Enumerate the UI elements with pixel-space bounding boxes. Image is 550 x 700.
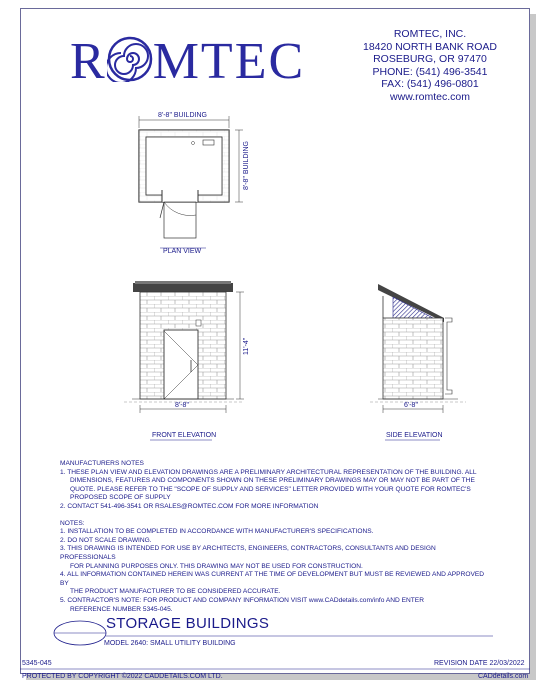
- caddetails-link[interactable]: CADdetails.com: [478, 673, 529, 680]
- note-line: FOR PLANNING PURPOSES ONLY. THIS DRAWING MAY NOT BE USED FOR CONSTRUCTION.: [70, 562, 363, 570]
- revision-date: REVISION DATE 22/03/2022: [434, 660, 525, 667]
- plan-dim-side: 8'-8" BUILDING: [243, 141, 250, 190]
- note-line: 5. CONTRACTOR'S NOTE: FOR PRODUCT AND COMPANY INFORMATION VISIT www.CADdetails.com/info AND ENTER: [60, 596, 424, 604]
- note-line: 2. DO NOT SCALE DRAWING.: [60, 536, 152, 544]
- mfr-note-line: DIMENSIONS, FEATURES AND COMPONENTS SHOWN ON THESE PRELIMINARY DRAWINGS MAY OR MAY NOT BE PART OF THE: [70, 477, 475, 485]
- note-line: REFERENCE NUMBER 5345-045.: [70, 605, 173, 613]
- logo-text-left: R: [70, 33, 107, 90]
- side-elevation: [370, 284, 466, 440]
- mfr-note-line: 2. CONTACT 541-496-3541 OR RSALES@ROMTEC.COM FOR MORE INFORMATION: [60, 502, 319, 510]
- company-name: ROMTEC, INC.: [393, 28, 467, 40]
- copyright-notice: PROTECTED BY COPYRIGHT ©2022 CADDETAILS.COM LTD.: [22, 673, 223, 680]
- company-city: ROSEBURG, OR 97470: [373, 53, 487, 65]
- plan-view-caption: PLAN VIEW: [163, 248, 202, 255]
- note-line: 3. THIS DRAWING IS INTENDED FOR USE BY ARCHITECTS, ENGINEERS, CONTRACTORS, CONSULTANTS AND DESIGN PROFESSIONALS: [60, 545, 436, 561]
- company-fax: FAX: (541) 496-0801: [381, 78, 479, 90]
- note-line: 4. ALL INFORMATION CONTAINED HEREIN WAS CURRENT AT THE TIME OF DEVELOPMENT BUT MUST BE REVIEWED AND APPROVED BY: [60, 571, 485, 587]
- reference-number: 5345-045: [22, 660, 52, 667]
- plan-dim-top: 8'-8" BUILDING: [158, 112, 207, 119]
- mfr-note-line: QUOTE. PLEASE REFER TO THE "SCOPE OF SUPPLY AND SERVICES" LETTER PROVIDED WITH YOUR QUOTE FOR ROMTEC'S: [70, 485, 471, 493]
- side-elevation-caption: SIDE ELEVATION: [386, 432, 443, 439]
- note-line: THE PRODUCT MANUFACTURER TO BE CONSIDERED ACCURATE.: [70, 588, 281, 596]
- plan-view: [139, 116, 243, 248]
- company-phone: PHONE: (541) 496-3541: [372, 65, 488, 78]
- mfr-note-line: PROPOSED SCOPE OF SUPPLY: [70, 494, 171, 502]
- mfr-note-line: 1. THESE PLAN VIEW AND ELEVATION DRAWINGS ARE A PRELIMINARY ARCHITECTURAL REPRESENTATION OF THE BUILDING. ALL: [60, 468, 477, 476]
- notes-section: [60, 460, 490, 614]
- company-address: 18420 NORTH BANK ROAD: [362, 40, 498, 53]
- notes-heading: NOTES:: [60, 519, 85, 527]
- note-line: 1. INSTALLATION TO BE COMPLETED IN ACCORDANCE WITH MANUFACTURER'S SPECIFICATIONS.: [60, 528, 374, 536]
- drawing-subtitle: MODEL 2640: SMALL UTILITY BUILDING: [104, 640, 236, 647]
- front-elevation-caption: FRONT ELEVATION: [152, 432, 217, 439]
- manufacturers-notes-heading: MANUFACTURERS NOTES: [60, 460, 144, 467]
- logo-text-right: MTEC: [152, 33, 306, 90]
- company-web[interactable]: www.romtec.com: [390, 90, 470, 103]
- front-dim-width: 8'-8": [175, 402, 189, 409]
- side-dim-width: 6'-8": [404, 402, 418, 409]
- front-dim-height: 11'-4": [243, 337, 250, 355]
- drawing-title: STORAGE BUILDINGS: [106, 615, 270, 632]
- front-elevation: [124, 281, 244, 440]
